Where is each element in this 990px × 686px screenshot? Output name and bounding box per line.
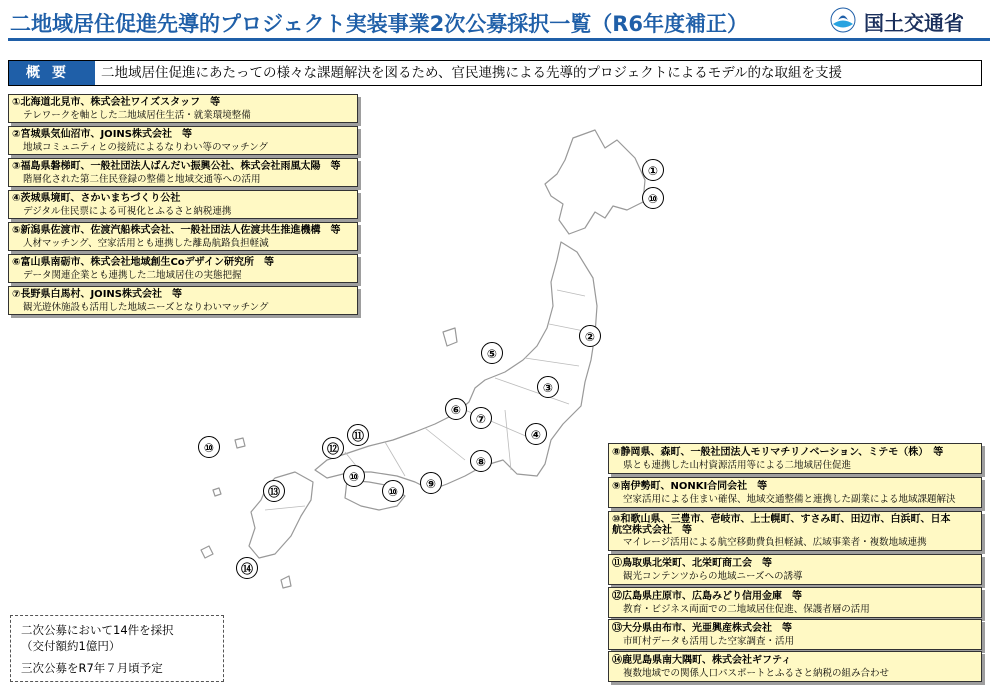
project-head: ④茨城県境町、さかいまちづくり公社 <box>12 193 181 204</box>
project-desc: 観光遊休施設も活用した地域ニーズとなりわいマッチング <box>23 302 269 313</box>
map-marker-3: ③ <box>537 376 559 398</box>
project-desc: 地域コミュニティとの接続によるなりわい等のマッチング <box>23 142 269 153</box>
ministry-logo <box>828 5 988 33</box>
summary-note <box>10 615 224 682</box>
project-desc: 複数地域での関係人口パスポートとふるさと納税の組み合わせ <box>623 668 890 679</box>
project-desc: テレワークを軸とした二地域居住生活・就業環境整備 <box>23 110 251 121</box>
project-head: ③福島県磐梯町、一般社団法人ばんだい振興公社、株式会社雨風太陽 等 <box>12 161 341 172</box>
project-desc: 空家活用による住まい確保、地域交通整備と連携した副業による地域課題解決 <box>623 494 956 505</box>
project-head: ②宮城県気仙沼市、JOINS株式会社 等 <box>12 129 192 140</box>
project-desc: 市町村データも活用した空家調査・活用 <box>623 636 795 647</box>
project-head: ⑪鳥取県北栄町、北栄町商工会 等 <box>612 558 772 569</box>
map-marker-1: ① <box>642 159 664 181</box>
overview-label: 概要 <box>9 61 95 85</box>
project-desc: 人材マッチング、空家活用とも連携した離島航路負担軽減 <box>23 238 269 249</box>
project-desc: デジタル住民票による可視化とふるさと納税連携 <box>23 206 232 217</box>
project-desc: 観光コンテンツからの地域ニーズへの誘導 <box>623 571 803 582</box>
project-head: ⑧静岡県、森町、一般社団法人モリマチリノベーション、ミテモ（株） 等 <box>612 447 944 458</box>
project-item-14 <box>608 651 982 682</box>
project-head-continued: 航空株式会社 等 <box>612 525 692 536</box>
map-marker-10: ⑩ <box>343 465 365 487</box>
note-line-3: 三次公募をR7年７月頃予定 <box>21 661 163 675</box>
map-marker-2: ② <box>579 325 601 347</box>
project-desc: 階層化された第二住民登録の整備と地域交通等への活用 <box>23 174 261 185</box>
map-marker-9: ⑨ <box>420 472 442 494</box>
project-item-9 <box>608 477 982 508</box>
project-head: ⑫広島県庄原市、広島みどり信用金庫 等 <box>612 591 802 602</box>
project-item-10 <box>608 511 982 551</box>
map-marker-10: ⑩ <box>642 187 664 209</box>
project-desc: データ関連企業とも連携した二地域居住の実態把握 <box>23 270 242 281</box>
project-head: ⑭鹿児島県南大隅町、株式会社ギフティ <box>612 655 792 666</box>
logo-text: 国土交通省 <box>864 11 964 35</box>
project-desc: マイレージ活用による航空移動費負担軽減、広域事業者・複数地域連携 <box>623 537 927 548</box>
japan-map-outline <box>165 110 665 610</box>
project-head: ⑬大分県由布市、光亜興産株式会社 等 <box>612 623 792 634</box>
project-head: ⑥富山県南砺市、株式会社地域創生Coデザイン研究所 等 <box>12 257 274 268</box>
title-underline <box>8 38 990 41</box>
project-head: ⑦長野県白馬村、JOINS株式会社 等 <box>12 289 182 300</box>
project-head: ①北海道北見市、株式会社ワイズスタッフ 等 <box>12 97 221 108</box>
map-marker-14: ⑭ <box>236 557 258 579</box>
project-desc: 教育・ビジネス両面での二地域居住促進、保護者層の活用 <box>623 604 870 615</box>
project-item-13 <box>608 619 982 650</box>
map-marker-11: ⑪ <box>347 424 369 446</box>
page-title: 二地域居住促進先導的プロジェクト実装事業2次公募採択一覧（R6年度補正） <box>10 12 748 36</box>
map-marker-13: ⑬ <box>263 480 285 502</box>
overview-box <box>8 60 982 86</box>
project-desc: 県とも連携した山村資源活用等による二地域居住促進 <box>623 460 852 471</box>
map-marker-5: ⑤ <box>481 342 503 364</box>
map-marker-12: ⑫ <box>322 437 344 459</box>
project-head: ⑤新潟県佐渡市、佐渡汽船株式会社、一般社団法人佐渡共生推進機構 等 <box>12 225 341 236</box>
japan-map <box>165 110 665 610</box>
map-marker-10: ⑩ <box>382 480 404 502</box>
map-marker-6: ⑥ <box>445 398 467 420</box>
mlit-logo-icon <box>830 7 856 33</box>
map-marker-4: ④ <box>525 423 547 445</box>
note-line-2: （交付額約1億円） <box>21 639 121 653</box>
project-head: ⑨南伊勢町、NONKI合同会社 等 <box>612 481 768 492</box>
map-marker-7: ⑦ <box>470 407 492 429</box>
project-item-8 <box>608 443 982 474</box>
map-marker-8: ⑧ <box>470 450 492 472</box>
project-head: ⑩和歌山県、三豊市、壱岐市、上士幌町、すさみ町、田辺市、白浜町、日本 <box>612 514 951 525</box>
note-line-1: 二次公募において14件を採択 <box>21 623 174 637</box>
header <box>0 0 990 48</box>
map-marker-10: ⑩ <box>198 436 220 458</box>
project-item-11 <box>608 554 982 585</box>
overview-text: 二地域居住促進にあたっての様々な課題解決を図るため、官民連携による先導的プロジェクトによるモデル的な取組を支援 <box>101 65 843 81</box>
project-item-12 <box>608 587 982 618</box>
